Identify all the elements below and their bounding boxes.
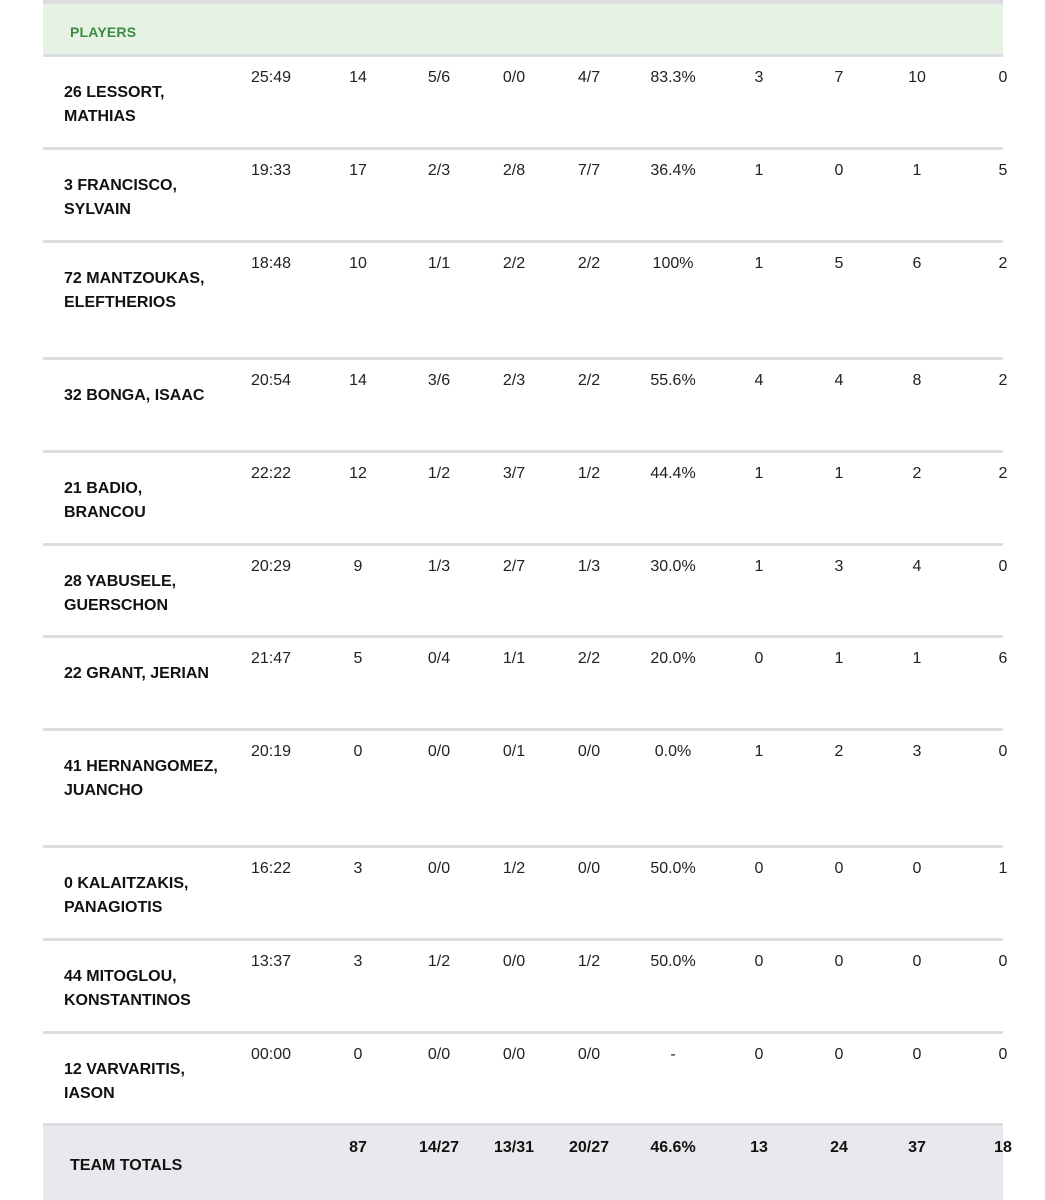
player-name[interactable]: 22 GRANT, JERIAN: [64, 665, 209, 682]
stat-c1: 4: [754, 372, 764, 389]
stat-c3: 3: [912, 743, 922, 760]
stat-pts: 14: [349, 372, 367, 389]
stat-pts: 14: [349, 69, 367, 86]
stat-pct: 50.0%: [650, 953, 696, 970]
stat-fg2: 0/4: [427, 650, 451, 667]
totals-ft: 20/27: [568, 1139, 610, 1156]
stat-fg2: 1/2: [427, 465, 451, 482]
totals-c3: 37: [908, 1139, 926, 1156]
stat-pct: 0.0%: [654, 743, 692, 760]
stat-pts: 0: [353, 1046, 363, 1063]
stat-c2: 4: [834, 372, 844, 389]
stat-pct: 50.0%: [650, 860, 696, 877]
stat-pts: 9: [353, 558, 363, 575]
stat-ft: 0/0: [577, 1046, 601, 1063]
player-row: [43, 150, 1008, 243]
stat-pct: 100%: [652, 255, 694, 272]
stat-ft: 1/2: [577, 953, 601, 970]
totals-fg3: 13/31: [493, 1139, 535, 1156]
stat-c3: 8: [912, 372, 922, 389]
stat-c4: 0: [998, 558, 1008, 575]
player-name[interactable]: 0 KALAITZAKIS, PANAGIOTIS: [64, 875, 189, 916]
stat-pct: 36.4%: [650, 162, 696, 179]
stat-c3: 6: [912, 255, 922, 272]
stat-pts: 5: [353, 650, 363, 667]
stat-pct: 83.3%: [650, 69, 696, 86]
stat-min: 20:54: [250, 372, 292, 389]
stat-min: 22:22: [250, 465, 292, 482]
stat-c2: 2: [834, 743, 844, 760]
stat-ft: 0/0: [577, 860, 601, 877]
stat-c2: 7: [834, 69, 844, 86]
players-stats-table: [43, 0, 1012, 1200]
stat-fg3: 0/0: [502, 69, 526, 86]
stat-fg2: 1/2: [427, 953, 451, 970]
stat-ft: 1/2: [577, 465, 601, 482]
stat-c4: 1: [998, 860, 1008, 877]
stat-fg3: 2/3: [502, 372, 526, 389]
stat-ft: 7/7: [577, 162, 601, 179]
stat-fg3: 3/7: [502, 465, 526, 482]
stat-c4: 0: [998, 69, 1008, 86]
stat-fg2: 0/0: [427, 1046, 451, 1063]
player-row: [43, 57, 1008, 150]
totals-fg2: 14/27: [418, 1139, 460, 1156]
stat-fg3: 2/7: [502, 558, 526, 575]
totals-c4: 18: [994, 1139, 1012, 1156]
stat-c1: 3: [754, 69, 764, 86]
player-row: [43, 638, 1008, 731]
stat-c3: 1: [912, 650, 922, 667]
player-row: [43, 546, 1008, 638]
stat-c3: 0: [912, 953, 922, 970]
stat-ft: 2/2: [577, 372, 601, 389]
stat-fg2: 5/6: [427, 69, 451, 86]
stat-ft: 1/3: [577, 558, 601, 575]
totals-c1: 13: [750, 1139, 768, 1156]
stat-pts: 3: [353, 860, 363, 877]
stat-min: 16:22: [250, 860, 292, 877]
player-row: [43, 453, 1008, 546]
stat-c4: 2: [998, 465, 1008, 482]
stat-fg2: 0/0: [427, 860, 451, 877]
stat-fg3: 0/1: [502, 743, 526, 760]
player-name[interactable]: 26 LESSORT, MATHIAS: [64, 84, 165, 125]
stat-c4: 2: [998, 372, 1008, 389]
player-row: [43, 731, 1008, 848]
player-row: [43, 360, 1008, 453]
player-name[interactable]: 41 HERNANGOMEZ, JUANCHO: [64, 758, 218, 799]
player-name[interactable]: 3 FRANCISCO, SYLVAIN: [64, 177, 177, 218]
player-name[interactable]: 21 BADIO, BRANCOU: [64, 480, 146, 521]
stat-pct: 44.4%: [650, 465, 696, 482]
section-title: PLAYERS: [70, 24, 137, 40]
stat-pct: 30.0%: [650, 558, 696, 575]
stat-min: 20:29: [250, 558, 292, 575]
stat-fg2: 2/3: [427, 162, 451, 179]
player-row: [43, 1034, 1008, 1126]
stat-c1: 1: [754, 255, 764, 272]
player-row: [43, 243, 1008, 360]
stat-ft: 2/2: [577, 650, 601, 667]
stat-c2: 0: [834, 860, 844, 877]
stat-c1: 1: [754, 558, 764, 575]
stat-ft: 4/7: [577, 69, 601, 86]
stat-fg3: 1/1: [502, 650, 526, 667]
stat-fg2: 1/1: [427, 255, 451, 272]
stat-c4: 5: [998, 162, 1008, 179]
stat-c2: 3: [834, 558, 844, 575]
stat-c1: 1: [754, 465, 764, 482]
stat-c3: 0: [912, 1046, 922, 1063]
stat-pct: -: [670, 1046, 676, 1063]
stat-fg3: 0/0: [502, 953, 526, 970]
stat-pct: 55.6%: [650, 372, 696, 389]
player-name[interactable]: 32 BONGA, ISAAC: [64, 387, 205, 404]
stat-fg3: 1/2: [502, 860, 526, 877]
stat-c1: 0: [754, 650, 764, 667]
stat-c3: 4: [912, 558, 922, 575]
stat-fg3: 2/8: [502, 162, 526, 179]
stat-min: 18:48: [250, 255, 292, 272]
stat-c1: 1: [754, 162, 764, 179]
stat-fg2: 1/3: [427, 558, 451, 575]
totals-pts: 87: [349, 1139, 367, 1156]
stat-c3: 0: [912, 860, 922, 877]
stat-c1: 0: [754, 1046, 764, 1063]
stat-fg3: 0/0: [502, 1046, 526, 1063]
stat-pts: 3: [353, 953, 363, 970]
stat-min: 19:33: [250, 162, 292, 179]
stat-pts: 10: [349, 255, 367, 272]
stat-pct: 20.0%: [650, 650, 696, 667]
stat-pts: 0: [353, 743, 363, 760]
stat-c3: 10: [908, 69, 926, 86]
stat-min: 00:00: [250, 1046, 292, 1063]
stat-c1: 1: [754, 743, 764, 760]
stat-c2: 0: [834, 162, 844, 179]
team-totals-row: [43, 1126, 1012, 1200]
player-name[interactable]: 44 MITOGLOU, KONSTANTINOS: [64, 968, 191, 1009]
totals-pct: 46.6%: [650, 1139, 696, 1156]
stat-c4: 0: [998, 953, 1008, 970]
stat-min: 20:19: [250, 743, 292, 760]
stat-c3: 1: [912, 162, 922, 179]
stat-c2: 1: [834, 650, 844, 667]
stat-c4: 6: [998, 650, 1008, 667]
stat-c1: 0: [754, 953, 764, 970]
stat-c2: 0: [834, 1046, 844, 1063]
stat-c4: 0: [998, 1046, 1008, 1063]
stat-c3: 2: [912, 465, 922, 482]
stat-min: 13:37: [250, 953, 292, 970]
stat-fg2: 3/6: [427, 372, 451, 389]
stat-c1: 0: [754, 860, 764, 877]
stat-fg2: 0/0: [427, 743, 451, 760]
team-totals-label: TEAM TOTALS: [70, 1157, 183, 1174]
stat-c2: 0: [834, 953, 844, 970]
totals-c2: 24: [830, 1139, 848, 1156]
stat-min: 25:49: [250, 69, 292, 86]
player-name[interactable]: 72 MANTZOUKAS, ELEFTHERIOS: [64, 270, 205, 311]
stat-c2: 5: [834, 255, 844, 272]
stat-c4: 2: [998, 255, 1008, 272]
stat-ft: 0/0: [577, 743, 601, 760]
player-row: [43, 941, 1008, 1034]
stat-c2: 1: [834, 465, 844, 482]
stat-ft: 2/2: [577, 255, 601, 272]
section-header: [43, 4, 1003, 54]
player-row: [43, 848, 1008, 941]
stat-fg3: 2/2: [502, 255, 526, 272]
stat-min: 21:47: [250, 650, 292, 667]
stat-pts: 12: [349, 465, 367, 482]
stat-pts: 17: [349, 162, 367, 179]
player-name[interactable]: 28 YABUSELE, GUERSCHON: [64, 573, 177, 614]
stat-c4: 0: [998, 743, 1008, 760]
player-name[interactable]: 12 VARVARITIS, IASON: [64, 1061, 185, 1102]
